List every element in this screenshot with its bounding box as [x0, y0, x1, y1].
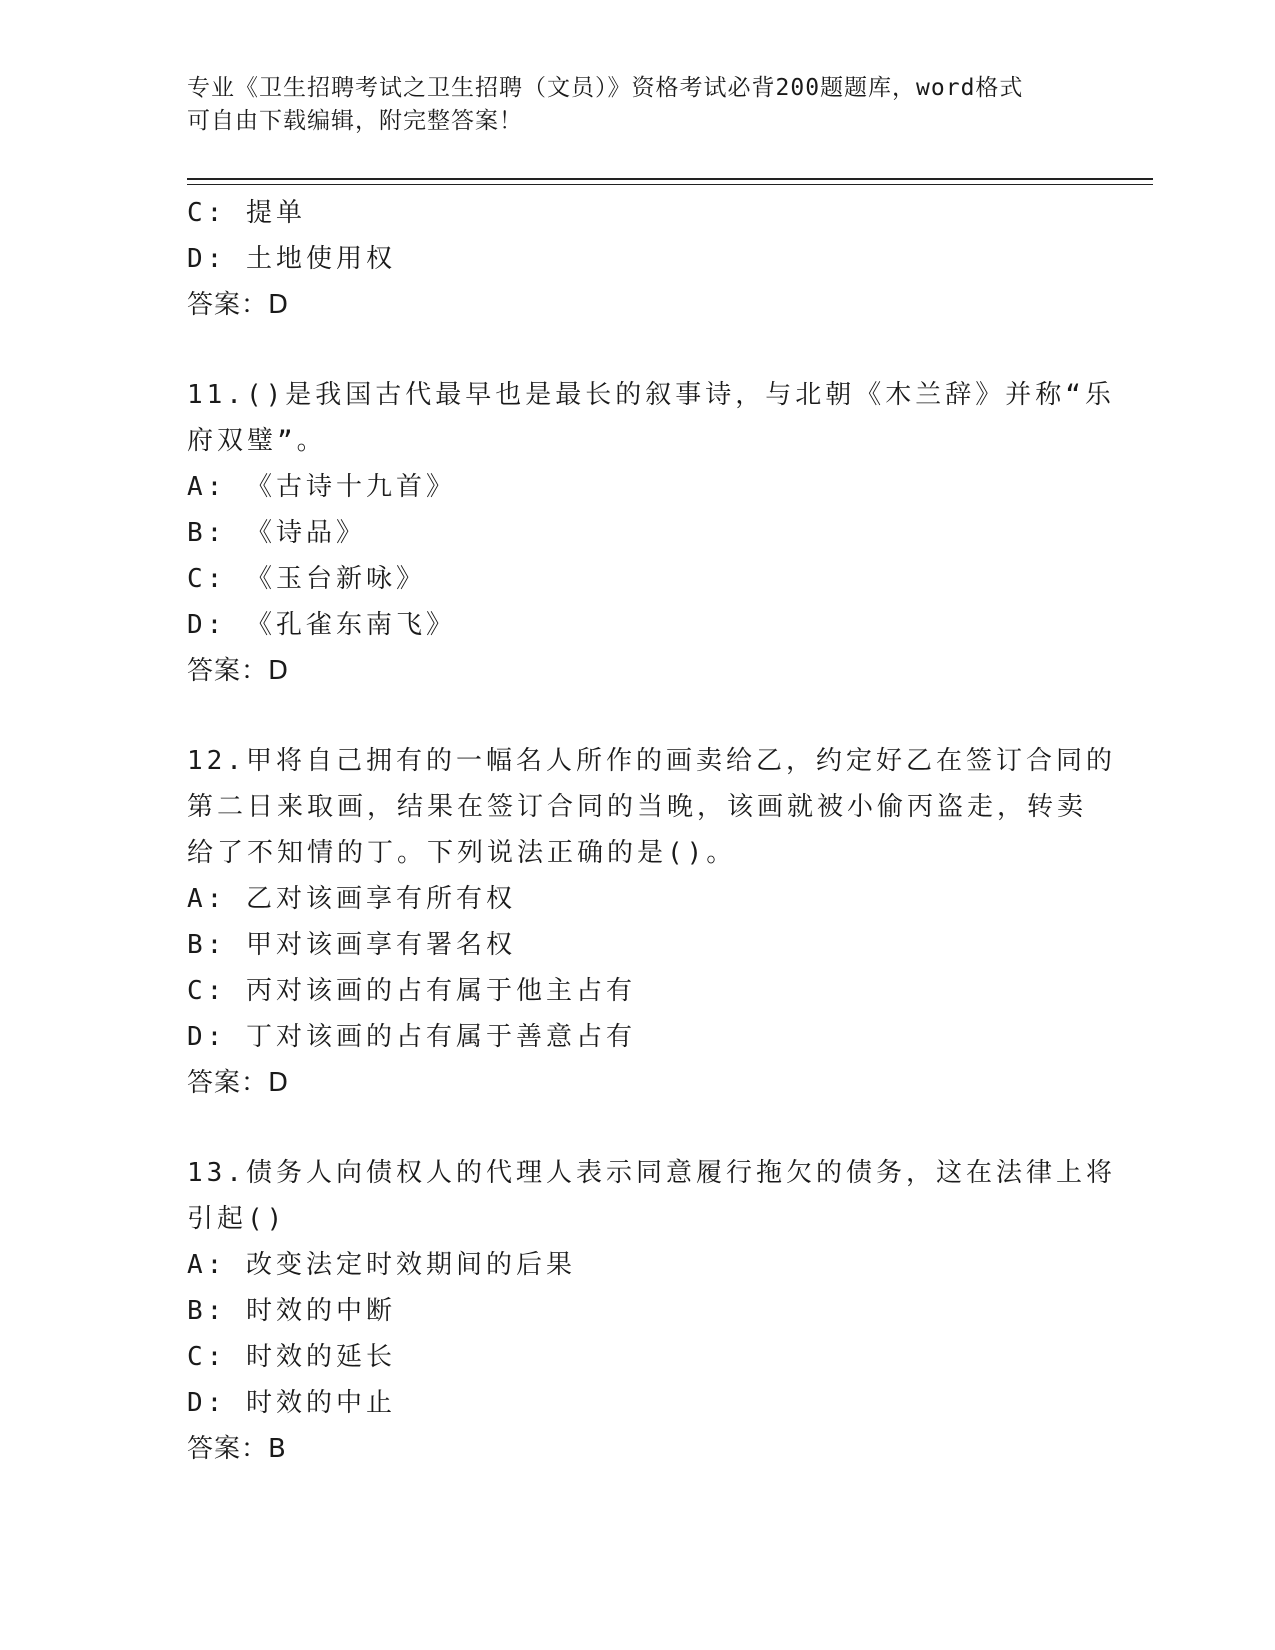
question-list: [187, 190, 1116, 1472]
option-d: D: 时效的中止: [187, 1388, 396, 1418]
question-block-10: [187, 190, 1087, 328]
option-a: A: 乙对该画享有所有权: [187, 884, 516, 914]
answer-line: 答案：D: [187, 1068, 290, 1098]
option-c: C: 提单: [187, 198, 306, 228]
option-d: D: 土地使用权: [187, 244, 396, 274]
question-text-line: 11.()是我国古代最早也是最长的叙事诗，与北朝《木兰辞》并称“乐: [187, 380, 1115, 410]
spacer: [187, 694, 1087, 738]
option-d: D: 《孔雀东南飞》: [187, 610, 456, 640]
answer-line: 答案：D: [187, 290, 290, 320]
question-block-11: [187, 372, 1115, 694]
option-d: D: 丁对该画的占有属于善意占有: [187, 1022, 636, 1052]
option-b: B: 时效的中断: [187, 1296, 396, 1326]
question-text-line: 引起(): [187, 1204, 287, 1234]
document-header: [187, 72, 1077, 138]
header-title-line-1: 专业《卫生招聘考试之卫生招聘（文员）》资格考试必背200题题库，word格式: [187, 75, 1024, 101]
question-text-line: 给了不知情的丁。下列说法正确的是()。: [187, 838, 737, 868]
option-c: C: 时效的延长: [187, 1342, 396, 1372]
question-text-line: 12.甲将自己拥有的一幅名人所作的画卖给乙，约定好乙在签订合同的: [187, 746, 1116, 776]
option-c: C: 《玉台新咏》: [187, 564, 426, 594]
answer-line: 答案：B: [187, 1434, 287, 1464]
option-a: A: 《古诗十九首》: [187, 472, 456, 502]
question-text-line: 第二日来取画，结果在签订合同的当晚，该画就被小偷丙盗走，转卖: [187, 792, 1088, 822]
answer-line: 答案：D: [187, 656, 290, 686]
option-c: C: 丙对该画的占有属于他主占有: [187, 976, 636, 1006]
spacer: [187, 1106, 1087, 1150]
question-text-line: 13.债务人向债权人的代理人表示同意履行拖欠的债务，这在法律上将: [187, 1158, 1116, 1188]
option-a: A: 改变法定时效期间的后果: [187, 1250, 576, 1280]
question-text-line: 府双璧”。: [187, 426, 327, 456]
option-b: B: 甲对该画享有署名权: [187, 930, 516, 960]
header-divider-thick: [187, 178, 1153, 180]
spacer: [187, 328, 1087, 372]
question-block-12: [187, 738, 1116, 1106]
header-divider-thin: [187, 184, 1153, 185]
question-block-13: [187, 1150, 1116, 1472]
option-b: B: 《诗品》: [187, 518, 366, 548]
header-title-line-2: 可自由下载编辑，附完整答案！: [187, 108, 523, 134]
